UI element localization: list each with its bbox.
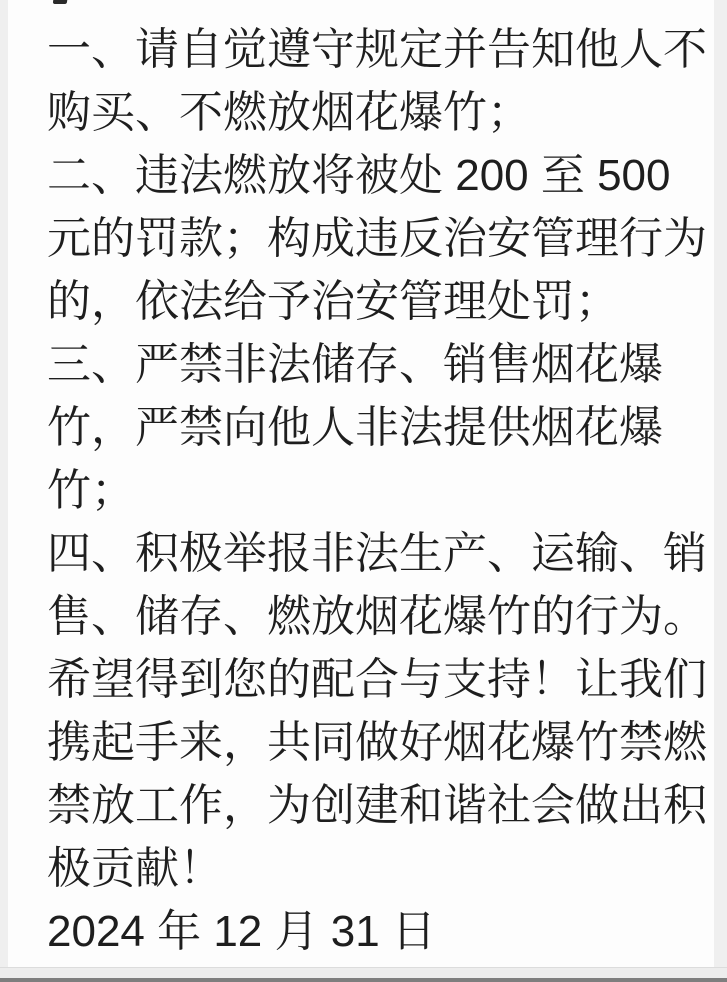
text-line: 四、积极举报非法生产、运输、销 bbox=[47, 529, 707, 578]
right-gutter bbox=[714, 0, 727, 972]
text-line: 二、违法燃放将被处 200 至 500 bbox=[47, 151, 671, 200]
text-line: 售、储存、燃放烟花爆竹的行为。 bbox=[47, 592, 707, 641]
notice-body bbox=[47, 18, 707, 963]
text-line: 购买、不燃放烟花爆竹； bbox=[47, 88, 531, 137]
text-line: 竹，严禁向他人非法提供烟花爆 bbox=[47, 403, 663, 452]
left-gutter bbox=[0, 0, 8, 972]
date-line: 2024 年 12 月 31 日 bbox=[47, 907, 436, 956]
bottom-bar-light bbox=[0, 967, 727, 978]
text-line: 携起手来，共同做好烟花爆竹禁燃 bbox=[47, 718, 707, 767]
text-line: 竹； bbox=[47, 466, 135, 515]
text-line: 的，依法给予治安管理处罚； bbox=[47, 277, 619, 326]
text-line: 希望得到您的配合与支持！让我们 bbox=[47, 655, 707, 704]
text-line: 极贡献！ bbox=[47, 844, 223, 893]
text-line: 禁放工作，为创建和谐社会做出积 bbox=[47, 781, 707, 830]
text-line: 一、请自觉遵守规定并告知他人不 bbox=[47, 25, 707, 74]
text-line: 元的罚款；构成违反治安管理行为 bbox=[47, 214, 707, 263]
cropped-text-artifact bbox=[53, 0, 68, 4]
text-line: 三、严禁非法储存、销售烟花爆 bbox=[47, 340, 663, 389]
bottom-bar-dark bbox=[0, 978, 727, 982]
